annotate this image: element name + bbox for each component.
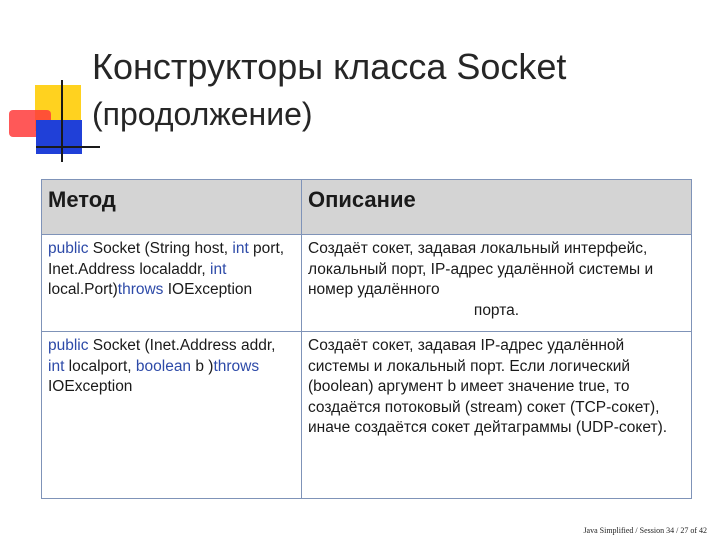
- header-method: Метод: [42, 180, 302, 235]
- signature-token: Socket (Inet.Address addr,: [88, 337, 276, 354]
- decor-blue-square-icon: [36, 120, 82, 154]
- keyword-token: int: [232, 240, 249, 257]
- header-description: Описание: [302, 180, 692, 235]
- decor-horizontal-line: [36, 146, 100, 148]
- signature-token: local.Port): [48, 281, 118, 298]
- keyword-token: public: [48, 240, 89, 257]
- signature-token: localport,: [64, 357, 136, 375]
- keyword-token: public: [48, 337, 89, 354]
- signature-token: IOException: [48, 378, 133, 395]
- table-row: [42, 332, 692, 499]
- signature-token: b ): [191, 357, 214, 375]
- keyword-token: throws: [213, 357, 260, 375]
- signature-token: port, Inet.Address localaddr,: [48, 240, 285, 278]
- method-signature: [48, 337, 275, 395]
- description-tail: порта.: [473, 301, 520, 319]
- method-cell: [42, 235, 302, 332]
- keyword-token: boolean: [135, 357, 192, 375]
- table-header-row: [42, 180, 692, 235]
- signature-token: IOException: [163, 281, 253, 298]
- constructors-table: [41, 179, 692, 499]
- table-row: [42, 235, 692, 332]
- method-cell: [42, 332, 302, 499]
- description-cell: [302, 235, 692, 332]
- decor-vertical-line: [61, 80, 63, 162]
- keyword-token: int: [210, 260, 227, 278]
- method-signature: [48, 240, 284, 298]
- slide-title-line2: (продолжение): [92, 96, 313, 132]
- description-cell: [302, 332, 692, 499]
- description-text: Создаёт сокет, задавая локальный интерфейс, локальный порт, IP-адрес удалённой системы и номер удалённого: [308, 240, 654, 298]
- footer-page-info: Java Simplified / Session 34 / 27 of 42: [583, 526, 707, 535]
- slide-title-line1: Конструкторы класса Socket: [92, 46, 567, 87]
- description-text: Создаёт сокет, задавая IP-адрес удалённой системы и локальный порт. Если логический (boolean) аргумент b имеет значение true, то создаётся потоковый (stream) сокет (TCP-сокет), иначе создаётся сокет дейтаграммы (UDP-сокет).: [308, 337, 668, 436]
- slide-title: [92, 44, 566, 137]
- keyword-token: int: [48, 357, 65, 375]
- keyword-token: throws: [117, 281, 164, 298]
- signature-token: Socket (String host,: [88, 240, 233, 257]
